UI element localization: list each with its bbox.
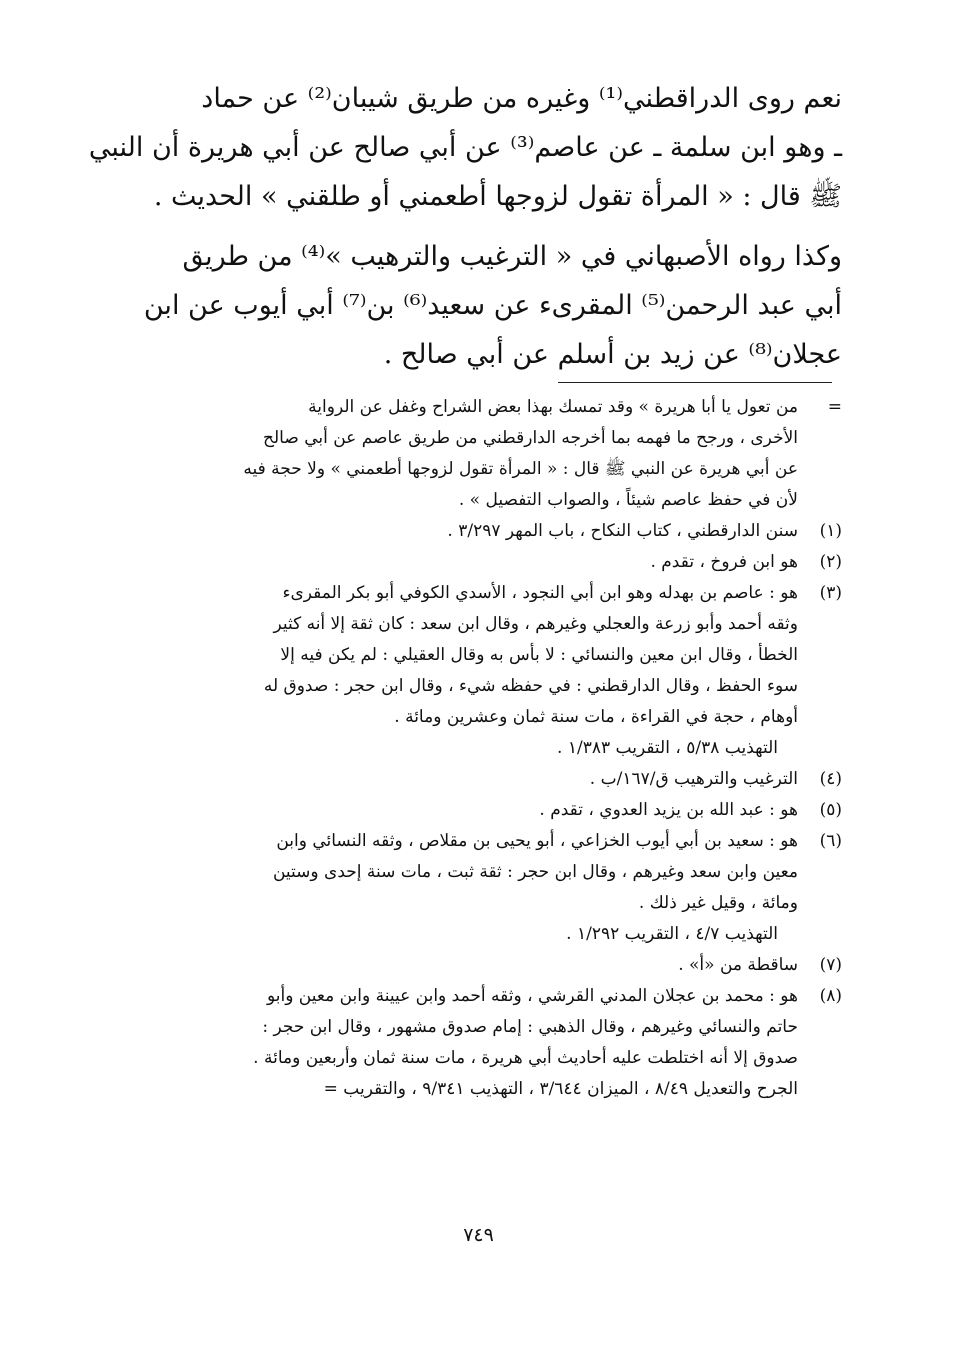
- footnote-number: (٥): [819, 800, 842, 820]
- text-line: نعم روى الدراقطني⁽¹⁾ وغيره من طريق شيبان⁽²⁾ عن حماد: [201, 83, 842, 114]
- footnote-line: هو : سعيد بن أبي أيوب الخزاعي ، أبو يحيى بن مقلاص ، وثقه النسائي وابن: [276, 831, 798, 851]
- footnote-4: [108, 764, 842, 795]
- footnote-continued: [108, 392, 842, 516]
- footnote-number: (٢): [819, 552, 842, 572]
- footnote-line: وثقه أحمد وأبو زرعة والعجلي وغيرهم ، وقال ابن سعد : كان ثقة إلا أنه كثير: [273, 614, 798, 634]
- footnote-number: (٧): [819, 955, 842, 975]
- footnote-line: حاتم والنسائي وغيرهم ، وقال الذهبي : إمام صدوق مشهور ، وقال ابن حجر :: [262, 1017, 798, 1037]
- footnote-1: [108, 516, 842, 547]
- footnote-5: [108, 795, 842, 826]
- footnote-line: هو : محمد بن عجلان المدني القرشي ، وثقه أحمد وابن عيينة وابن معين وأبو: [266, 986, 798, 1006]
- footnote-reference: التهذيب ٤/٧ ، التقريب ١/٢٩٢ .: [566, 924, 778, 944]
- footnote-3: [108, 578, 842, 764]
- footnote-number: (٤): [819, 769, 842, 789]
- footnote-divider: [558, 382, 832, 383]
- footnote-number: (١): [819, 521, 842, 541]
- footnote-line: الخطأ ، وقال ابن معين والنسائي : لا بأس به وقال العقيلي : لم يكن فيه إلا: [280, 645, 798, 665]
- footnote-2: [108, 547, 842, 578]
- footnote-line: هو : عبد الله بن يزيد العدوي ، تقدم .: [539, 800, 798, 820]
- text-line: ﷺ قال : « المرأة تقول لزوجها أطعمني أو طلقني » الحديث .: [153, 181, 842, 212]
- footnote-number: (٣): [819, 583, 842, 603]
- text-line: ـ وهو ابن سلمة ـ عن عاصم⁽³⁾ عن أبي صالح عن أبي هريرة أن النبي: [88, 132, 842, 163]
- footnote-7: [108, 950, 842, 981]
- footnote-reference: التهذيب ٥/٣٨ ، التقريب ١/٣٨٣ .: [557, 738, 778, 758]
- main-paragraph-2: [138, 232, 842, 379]
- footnote-line: هو ابن فروخ ، تقدم .: [650, 552, 798, 572]
- footnote-6: [108, 826, 842, 950]
- footnote-line: لأن في حفظ عاصم شيئاً ، والصواب التفصيل » .: [458, 490, 798, 510]
- footnote-line: معين وابن سعد وغيرهم ، وقال ابن حجر : ثقة ثبت ، مات سنة إحدى وستين: [272, 862, 798, 882]
- footnote-line: ومائة ، وقيل غير ذلك .: [638, 893, 798, 913]
- footnote-line: الجرح والتعديل ٨/٤٩ ، الميزان ٣/٦٤٤ ، التهذيب ٩/٣٤١ ، والتقريب =: [323, 1079, 798, 1099]
- text-line: أبي عبد الرحمن⁽⁵⁾ المقرىء عن سعيد⁽⁶⁾ بن⁽⁷⁾ أبي أيوب عن ابن: [143, 290, 842, 321]
- footnote-line: هو : عاصم بن بهدله وهو ابن أبي النجود ، الأسدي الكوفي أبو بكر المقرىء: [282, 583, 798, 603]
- page-number: ٧٤٩: [463, 1224, 494, 1246]
- footnote-line: صدوق إلا أنه اختلطت عليه أحاديث أبي هريرة ، مات سنة ثمان وأربعين ومائة .: [253, 1048, 798, 1068]
- footnote-line: الأخرى ، ورجح ما فهمه بما أخرجه الدارقطني من طريق عاصم عن أبي صالح: [263, 428, 798, 448]
- footnote-8: [108, 981, 842, 1105]
- text-line: وكذا رواه الأصبهاني في « الترغيب والترهيب »⁽⁴⁾ من طريق: [182, 241, 842, 272]
- footnote-number: (٨): [819, 986, 842, 1006]
- main-paragraph-1: [88, 74, 842, 221]
- footnote-line: ساقطة من «أ» .: [678, 955, 798, 975]
- footnote-number: =: [827, 397, 842, 417]
- footnotes: [108, 392, 842, 1105]
- footnote-line: الترغيب والترهيب ق/١٦٧/ب .: [589, 769, 798, 789]
- footnote-number: (٦): [819, 831, 842, 851]
- footnote-line: سوء الحفظ ، وقال الدارقطني : في حفظه شيء ، وقال ابن حجر : صدوق له: [263, 676, 798, 696]
- footnote-line: سنن الدارقطني ، كتاب النكاح ، باب المهر ٣/٢٩٧ .: [447, 521, 798, 541]
- text-line: عجلان⁽⁸⁾ عن زيد بن أسلم عن أبي صالح .: [383, 339, 842, 370]
- footnote-line: عن أبي هريرة عن النبي ﷺ قال : « المرأة تقول لزوجها أطعمني » ولا حجة فيه: [243, 459, 798, 479]
- footnote-line: أوهام ، حجة في القراءة ، مات سنة ثمان وعشرين ومائة .: [394, 707, 798, 727]
- footnote-line: من تعول يا أبا هريرة » وقد تمسك بهذا بعض الشراح وغفل عن الرواية: [308, 397, 798, 417]
